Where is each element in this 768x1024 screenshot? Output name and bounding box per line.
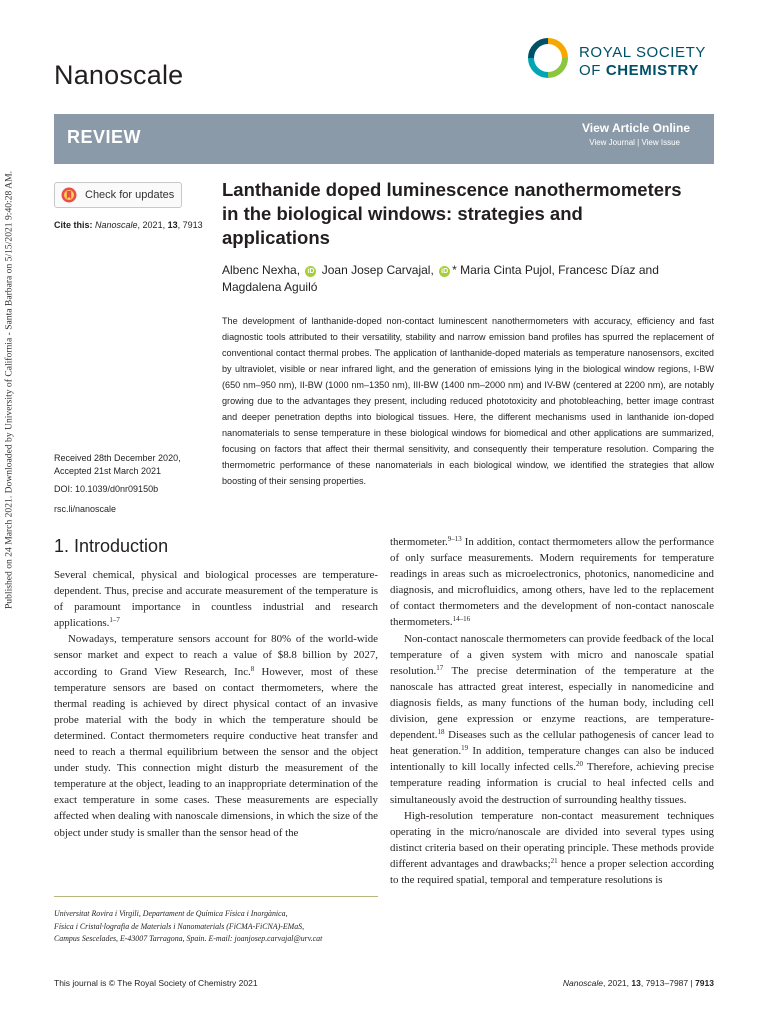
view-article-online-link[interactable]: View Article Online — [581, 121, 690, 135]
author-others: * Maria Cinta Pujol, Francesc Díaz and Magdalena Aguiló — [222, 263, 659, 294]
paragraph: Several chemical, physical and biological processes are temperature-dependent. Thus, precise and accurate measurement of the temperature is of paramount importance in countless industrial and research applications.$^{1-7}$ — [54, 569, 378, 630]
orcid-icon[interactable]: iD — [307, 268, 315, 275]
check-for-updates-label: Check for updates — [85, 189, 175, 201]
paragraph: High-resolution temperature non-contact measurement techniques operating in the micro/nanoscale are divided into several types using distinct criteria based on their operating principle. These methods provide different advantages and drawbacks;$^{21}$ hence a proper selection according to the required spatial, temporal and temperature resolutions is — [390, 809, 714, 886]
article-type-band — [54, 114, 714, 164]
right-column — [390, 534, 714, 888]
copyright-footer: This journal is © The Royal Society of Chemistry 2021 — [54, 978, 258, 988]
view-issue-link[interactable]: View Issue — [641, 138, 680, 147]
article-title: Lanthanide doped luminescence nanothermometers in the biological windows: strategies and applications — [222, 179, 682, 248]
publisher-line1: ROYAL SOCIETY — [579, 44, 706, 61]
paragraph: Nowadays, temperature sensors account for 80% of the world-wide sensor market and expect to reach a value of $8.8 billion by 2027, according to Grand View Research, Inc.$^8$ However, most of these temperature sensors are based on contact thermometers, where the thermal reading is achieved by direct physical contact of an invasive probe material with the body in which the temperature should be determined. Contact thermometers require conductive heat transfer and need to reach a thermal equilibrium between the sensor and the object under study. This connection might disturb the measurement of the temperature at the object, leading to an inappropriate determination of the exact temperature in some cases. These measurements are especially affected when dealing with nanoscale dimensions, in which the size of the object under study is smaller than the sensor head of the — [54, 633, 379, 839]
view-journal-link[interactable]: View Journal — [589, 138, 635, 147]
footnote-divider — [54, 896, 378, 897]
citation-ref[interactable]: 17 — [436, 663, 444, 672]
rsc-ring-icon — [528, 38, 568, 78]
section-heading: 1. Introduction — [54, 536, 169, 556]
citation-ref[interactable]: 1–7 — [109, 616, 120, 625]
orcid-icon[interactable]: iD — [441, 268, 449, 275]
abstract: The development of lanthanide-doped non-contact luminescent nanothermometers with accuracy, efficiency and fast diagnostic tools attributed to their versatility, stability and narrow emission band profiles has spurred the replacement of conventional contact thermal probes. The application of lanthanide-doped materials as temperature nanosensors, excited by ultraviolet, visible or near infrared light, and the generation of emissions lying in the biological window regions, I-BW (650 nm–950 nm), II-BW (1000 nm–1350 nm), III-BW (1400 nm–2000 nm) and IV-BW (centered at 2200 nm), are notably growing due to the advantages they present, including reduced phototoxicity and photobleaching, better image contrast and deeper penetration depths into biological tissues. Here, the different mechanisms used in lanthanide ion-doped nanomaterials to sense temperature in these biological windows for biomedical and other applications are summarized, focusing on factors that affect their thermal sensitivity, and consequently their temperature resolution. Comparing the thermometric performance of these nanomaterials in each biological window, we identified the strategies that allow boosting of their sensing properties. — [222, 316, 714, 486]
citation-ref[interactable]: 8 — [250, 664, 255, 673]
citation-ref[interactable]: 9–13 — [447, 535, 462, 543]
paragraph: thermometer.$^{9-13}$ In addition, contact thermometers allow the performance of only surface measurements. Modern requirements for temperature readings in areas such as microelectronics, photonics, nanomedicine and diagnosis, and microfluidics, among others, have led to the replacement of contact thermometers and the development of non-contact nanoscale thermometers.$^{14-16}$ — [390, 535, 714, 629]
citation-ref[interactable]: 14–16 — [452, 615, 471, 624]
author-2: Joan Josep Carvajal, — [321, 263, 434, 277]
journal-links: View Journal | View Issue — [589, 138, 680, 147]
page-footer: Nanoscale, 2021, 13, 7913–7987 | 7913 — [562, 978, 714, 988]
received-dates: Received 28th December 2020, Accepted 21st March 2021 — [54, 453, 181, 476]
journal-short-link[interactable]: rsc.li/nanoscale — [54, 504, 117, 514]
doi[interactable]: DOI: 10.1039/d0nr09150b — [54, 484, 159, 494]
page-number: 7913 — [695, 978, 714, 988]
bookmark-update-icon — [61, 187, 77, 203]
citation-ref[interactable]: 21 — [550, 856, 558, 865]
journal-name: Nanoscale — [54, 60, 184, 90]
article-type: REVIEW — [67, 127, 142, 147]
publisher-logo[interactable] — [528, 38, 718, 82]
download-note — [2, 140, 16, 640]
citation-ref[interactable]: 19 — [461, 744, 469, 753]
paragraph: Non-contact nanoscale thermometers can provide feedback of the local temperature of a given system with micro and nanoscale spatial resolution.$^{17}$ The precise determination of the temperature at the nanoscale has attracted great interest, especially in nanomedicine and diagnosis fields, as many functions of the human body, including cell division, gene expression or enzyme reactions, are temperature-dependent.$^{18}$ Diseases such as the cellular pathogenesis of cancer lead to heat generation.$^{19}$ In addition, temperature changes can also be induced intentionally to kill locally infected cells.$^{20}$ Therefore, achieving precise temperature reading information is crucial to heal infected cells and simultaneously avoid the destruction of surrounding healthy tissues. — [390, 632, 714, 806]
check-for-updates-button[interactable] — [54, 182, 182, 208]
author-list — [222, 262, 702, 296]
left-column — [54, 567, 378, 841]
author-1: Albenc Nexha, — [222, 263, 301, 277]
citation-ref[interactable]: 20 — [576, 760, 584, 769]
citation-ref[interactable]: 18 — [437, 728, 445, 737]
download-note-text: Published on 24 March 2021. Downloaded by University of California - Santa Barbara on 5/15/2021 9:40:28 AM. — [3, 170, 15, 610]
affiliation-footnote: Universitat Rovira i Virgili, Departament de Química Física i Inorgànica, Física i Cristal·lografia de Materials i Nanomaterials (FiCMA-FiCNA)-EMaS, Campus Sescelades, E-43007 Tarragona, Spain. E-mail: joanjosep.carvajal@urv.cat — [54, 909, 323, 943]
citation: Cite this: Nanoscale, 2021, 13, 7913 — [54, 220, 203, 230]
publisher-line2: OF CHEMISTRY — [579, 62, 699, 79]
